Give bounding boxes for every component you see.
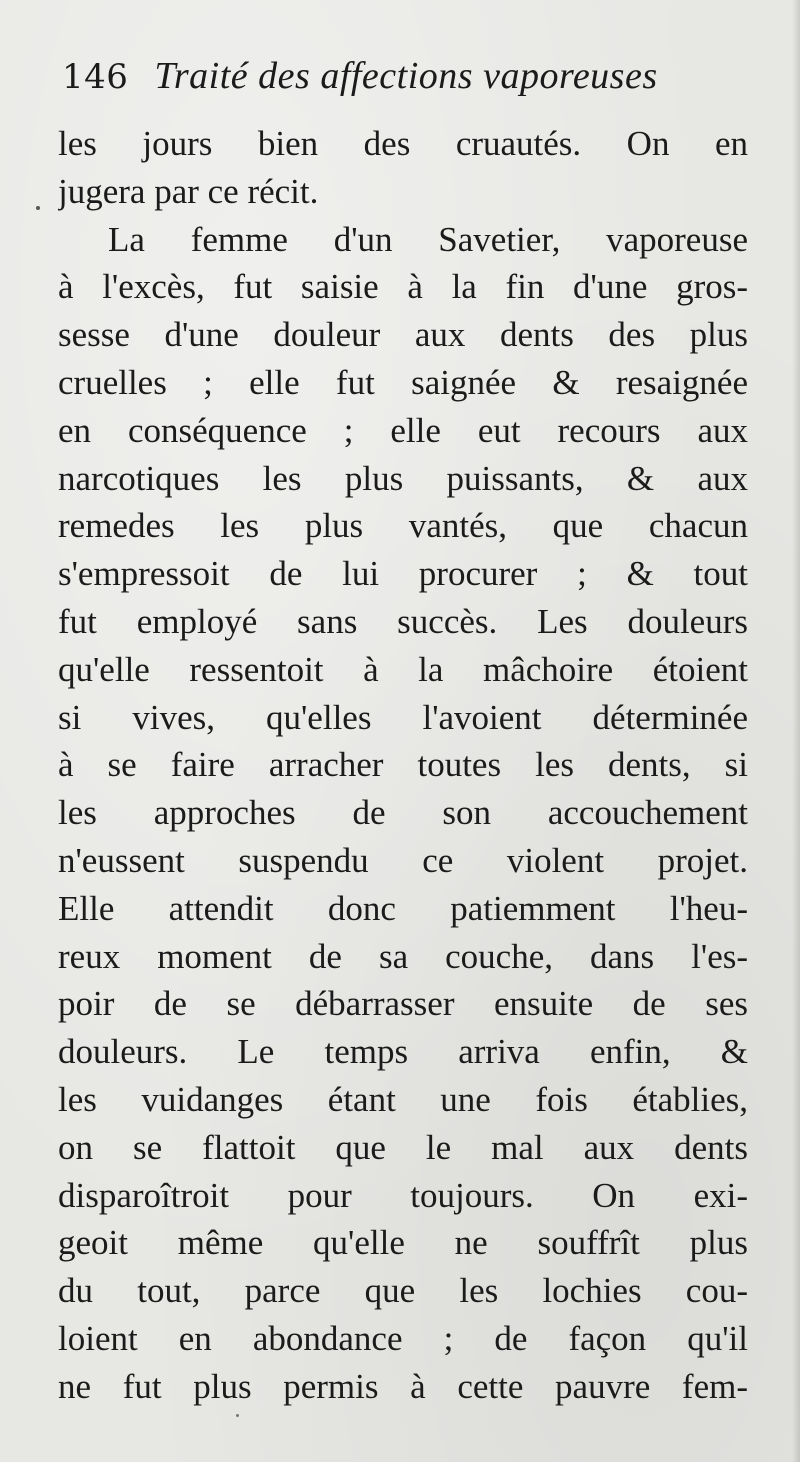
text-line: jugera par ce récit. bbox=[58, 171, 319, 211]
text-line: s'empressoit de lui procurer ; & tout bbox=[58, 554, 748, 594]
text-line: narcotiques les plus puissants, & aux bbox=[58, 458, 748, 498]
text-line: les vuidanges étant une fois établies, bbox=[58, 1079, 748, 1119]
text-line: si vives, qu'elles l'avoient déterminée bbox=[58, 697, 748, 737]
text-line: sesse d'une douleur aux dents des plus bbox=[58, 315, 748, 355]
text-line: fut employé sans succès. Les douleurs bbox=[58, 601, 748, 641]
page-edge-shadow bbox=[792, 0, 800, 1462]
text-line: n'eussent suspendu ce violent projet. bbox=[58, 840, 748, 880]
text-line: les jours bien des cruautés. On en bbox=[58, 124, 748, 163]
text-line: remedes les plus vantés, que chacun bbox=[58, 506, 748, 546]
text-line: à l'excès, fut saisie à la fin d'une gros- bbox=[58, 267, 748, 307]
text-line: à se faire arracher toutes les dents, si bbox=[58, 745, 748, 785]
text-line: du tout, parce que les lochies cou- bbox=[58, 1271, 748, 1311]
text-line: disparoîtroit pour toujours. On exi- bbox=[58, 1175, 748, 1215]
text-line: La femme d'un Savetier, vaporeuse bbox=[108, 219, 748, 259]
text-line: reux moment de sa couche, dans l'es- bbox=[58, 936, 748, 976]
running-title: Traité des affections vaporeuses bbox=[154, 55, 658, 97]
text-line: loient en abondance ; de façon qu'il bbox=[58, 1318, 748, 1358]
body-text bbox=[58, 120, 748, 1411]
ink-speck bbox=[36, 206, 40, 210]
text-line: qu'elle ressentoit à la mâchoire étoient bbox=[58, 649, 748, 689]
text-line: poir de se débarrasser ensuite de ses bbox=[58, 984, 748, 1024]
text-line: geoit même qu'elle ne souffrît plus bbox=[58, 1223, 748, 1263]
text-line: cruelles ; elle fut saignée & resaignée bbox=[58, 362, 748, 402]
ink-speck bbox=[236, 1414, 239, 1417]
text-line: Elle attendit donc patiemment l'heu- bbox=[58, 888, 748, 928]
text-line: ne fut plus permis à cette pauvre fem- bbox=[58, 1366, 748, 1406]
text-line: les approches de son accouchement bbox=[58, 793, 748, 833]
text-line: on se flattoit que le mal aux dents bbox=[58, 1127, 748, 1167]
page-number: 146 bbox=[62, 57, 129, 97]
text-line: en conséquence ; elle eut recours aux bbox=[58, 410, 748, 450]
text-line: douleurs. Le temps arriva enfin, & bbox=[58, 1032, 748, 1072]
running-header bbox=[62, 48, 752, 104]
